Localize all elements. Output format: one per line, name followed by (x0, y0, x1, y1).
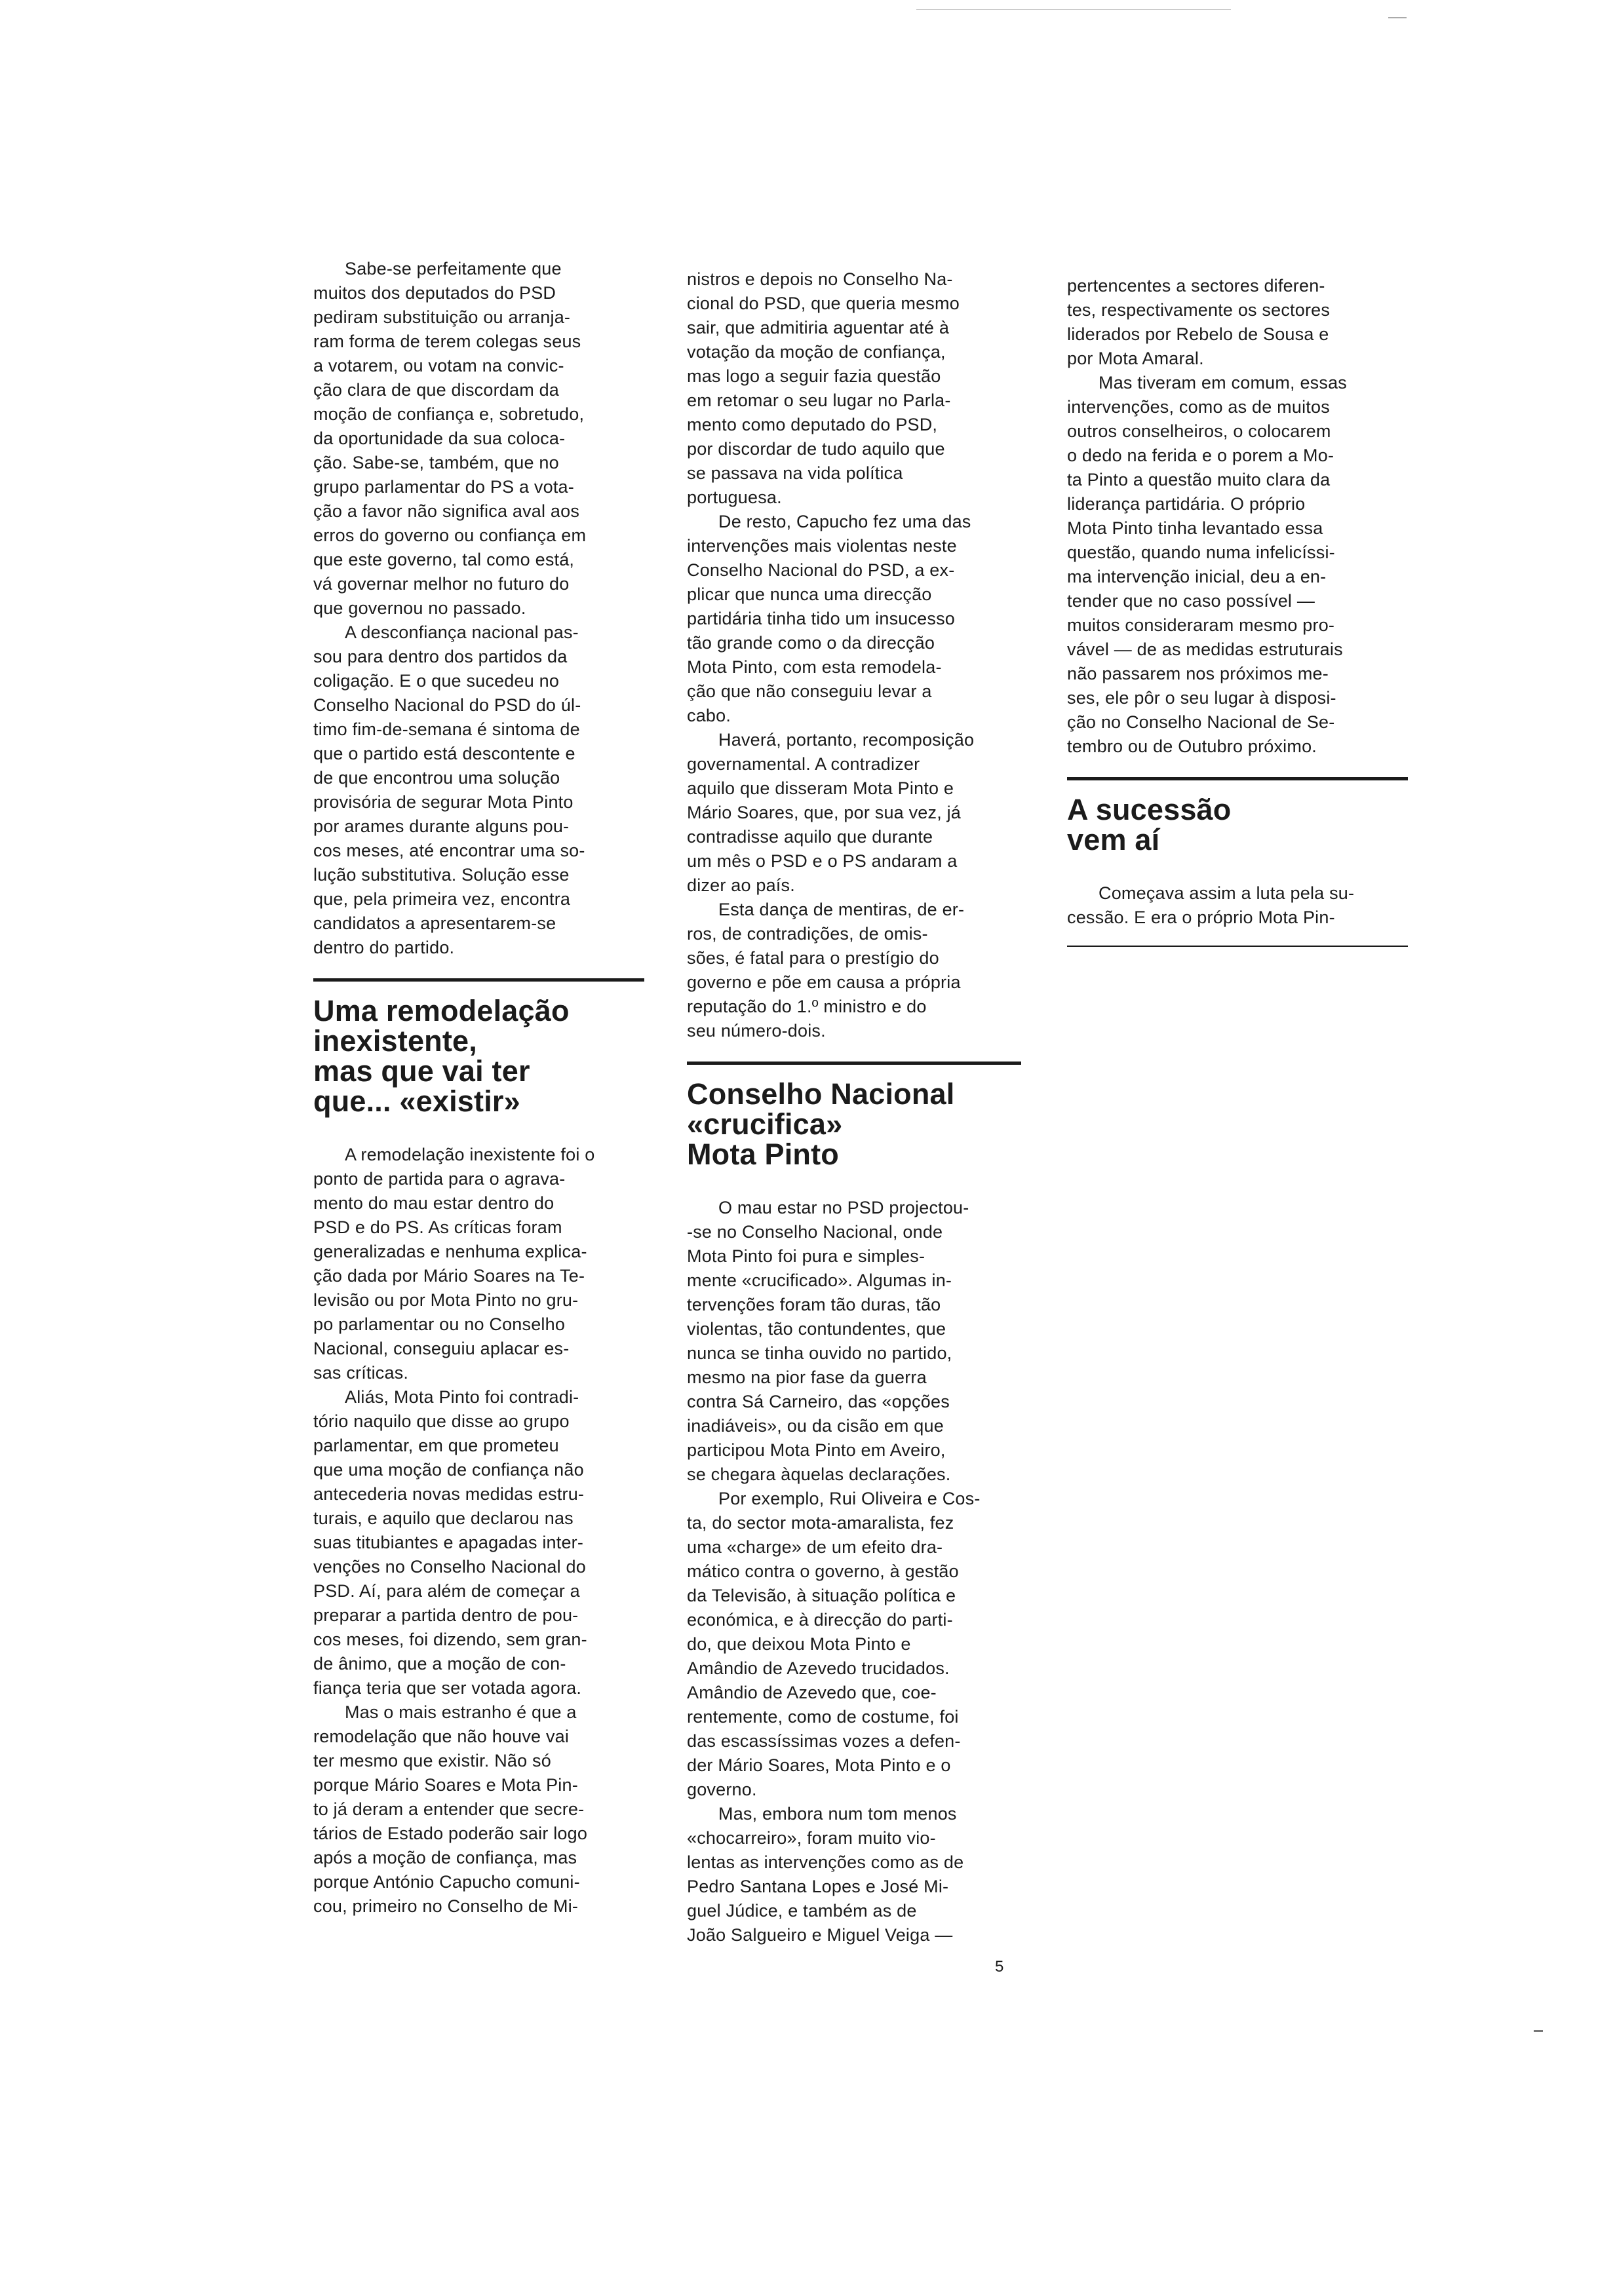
article-paragraph: A desconfiança nacional pas- sou para dentro dos partidos da coligação. E o que sucedeu no Conselho Nacional do PSD do úl- timo fim-de-semana é sintoma de que o partido está descontente e de que encontrou uma solução provisória de segurar Mota Pinto por arames durante alguns pou- cos meses, até encontrar uma so- lução substitutiva. Solução esse que, pela primeira vez, encontra candidatos a apresentarem-se dentro do partido. (313, 622, 585, 957)
article-paragraph: A remodelação inexistente foi o ponto de partida para o agrava- mento do mau estar dentro do PSD e do PS. As críticas foram generalizadas e nenhuma explica- ção dada por Mário Soares na Te- levisão ou por Mota Pinto no gru- po parlamentar ou no Conselho Nacional, conseguiu aplacar es- sas críticas. (313, 1145, 595, 1383)
scan-artifact-mark (1388, 17, 1407, 18)
article-paragraph: Esta dança de mentiras, de er- ros, de contradições, de omis- sões, é fatal para o prestígio do governo e põe em causa a própria reputação do 1.º ministro e do seu número-dois. (687, 900, 965, 1041)
section-divider (687, 1062, 1021, 1065)
article-paragraph: Começava assim a luta pela su- cessão. E era o próprio Mota Pin- (1067, 883, 1355, 927)
section-headline: Conselho Nacional «crucifica» Mota Pinto (687, 1077, 955, 1171)
column-end-rule (1067, 946, 1408, 947)
article-paragraph: De resto, Capucho fez uma das intervenções mais violentas neste Conselho Nacional do PSD, a ex- plicar que nunca uma direcção partidária tinha tido um insucesso tão grande como o da direcção Mota Pinto, com esta remodela- ção que não conseguiu levar a cabo. (687, 512, 971, 725)
article-paragraph: nistros e depois no Conselho Na- cional do PSD, que queria mesmo sair, que admitiria aguentar até à votação da moção de confiança, mas logo a seguir fazia questão em retomar o seu lugar no Parla- mento como deputado do PSD, por discordar de tudo aquilo que se passava na vida política portuguesa. (687, 269, 960, 507)
article-paragraph: Por exemplo, Rui Oliveira e Cos- ta, do sector mota-amaralista, fez uma «charge» de um efeito dra- mático contra o governo, à gestão da Televisão, à situação política e económica, e à direcção do parti- do, que deixou Mota Pinto e Amândio de Azevedo trucidados. Amândio de Azevedo que, coe- rentemente, como de costume, foi das escassíssimas vozes a defen- der Mário Soares, Mota Pinto e o governo. (687, 1489, 981, 1799)
article-column-1 (313, 257, 644, 1919)
page-number: 5 (995, 1958, 1004, 1976)
article-paragraph: Haverá, portanto, recomposição governamental. A contradizer aquilo que disseram Mota Pinto e Mário Soares, que, por sua vez, já contradisse aquilo que durante um mês o PSD e o PS andaram a dizer ao país. (687, 730, 975, 895)
scan-artifact-mark (916, 9, 1231, 10)
article-paragraph: Mas tiveram em comum, essas intervenções, como as de muitos outros conselheiros, o colocarem o dedo na ferida e o porem a Mo- ta Pinto a questão muito clara da liderança partidária. O próprio Mota Pinto tinha levantado essa questão, quando numa infelicíssi- ma intervenção inicial, deu a en- tender que no caso possível — muitos consideraram mesmo pro- vável — de as medidas estruturais não passarem nos próximos me- ses, ele pôr o seu lugar à disposi- ção no Conselho Nacional de Se- tembro ou de Outubro próximo. (1067, 373, 1347, 756)
article-paragraph: Mas, embora num tom menos «chocarreiro», foram muito vio- lentas as intervenções como as de Pedro Santana Lopes e José Mi- guel Júdice, e também as de João Salgueiro e Miguel Veiga — (687, 1804, 964, 1945)
section-divider (1067, 777, 1408, 780)
section-headline: A sucessão vem aí (1067, 793, 1232, 856)
article-paragraph: pertencentes a sectores diferen- tes, respectivamente os sectores liderados por Rebelo de Sousa e por Mota Amaral. (1067, 276, 1331, 368)
scan-artifact-mark (1534, 2030, 1543, 2032)
section-divider (313, 978, 644, 982)
article-paragraph: Sabe-se perfeitamente que muitos dos deputados do PSD pediram substituição ou arranja- ram forma de terem colegas seus a votarem, ou votam na convic- ção clara de que discordam da moção de confiança e, sobretudo, da oportunidade da sua coloca- ção. Sabe-se, também, que no grupo parlamentar do PS a vota- ção a favor não significa aval aos erros do governo ou confiança em que este governo, tal como está, vá governar melhor no futuro do que governou no passado. (313, 259, 587, 618)
article-paragraph: Mas o mais estranho é que a remodelação que não houve vai ter mesmo que existir. Não só porque Mário Soares e Mota Pin- to já deram a entender que secre- tários de Estado poderão sair logo após a moção de confiança, mas porque António Capucho comuni- cou, primeiro no Conselho de Mi- (313, 1702, 588, 1916)
article-column-3 (1067, 274, 1408, 947)
article-paragraph: O mau estar no PSD projectou- -se no Conselho Nacional, onde Mota Pinto foi pura e simples- mente «crucificado». Algumas in- tervenções foram tão duras, tão violentas, tão contundentes, que nunca se tinha ouvido no partido, mesmo na pior fase da guerra contra Sá Carneiro, das «opções inadiáveis», ou da cisão em que participou Mota Pinto em Aveiro, se chegara àquelas declarações. (687, 1198, 969, 1484)
section-headline: Uma remodelação inexistente, mas que vai ter que... «existir» (313, 994, 570, 1118)
article-column-2 (687, 267, 1021, 1947)
article-paragraph: Aliás, Mota Pinto foi contradi- tório naquilo que disse ao grupo parlamentar, em que prometeu que uma moção de confiança não antecederia novas medidas estru- turais, e aquilo que declarou nas suas titubiantes e apagadas inter- venções no Conselho Nacional do PSD. Aí, para além de começar a preparar a partida dentro de pou- cos meses, foi dizendo, sem gran- de ânimo, que a moção de con- fiança teria que ser votada agora. (313, 1387, 587, 1698)
